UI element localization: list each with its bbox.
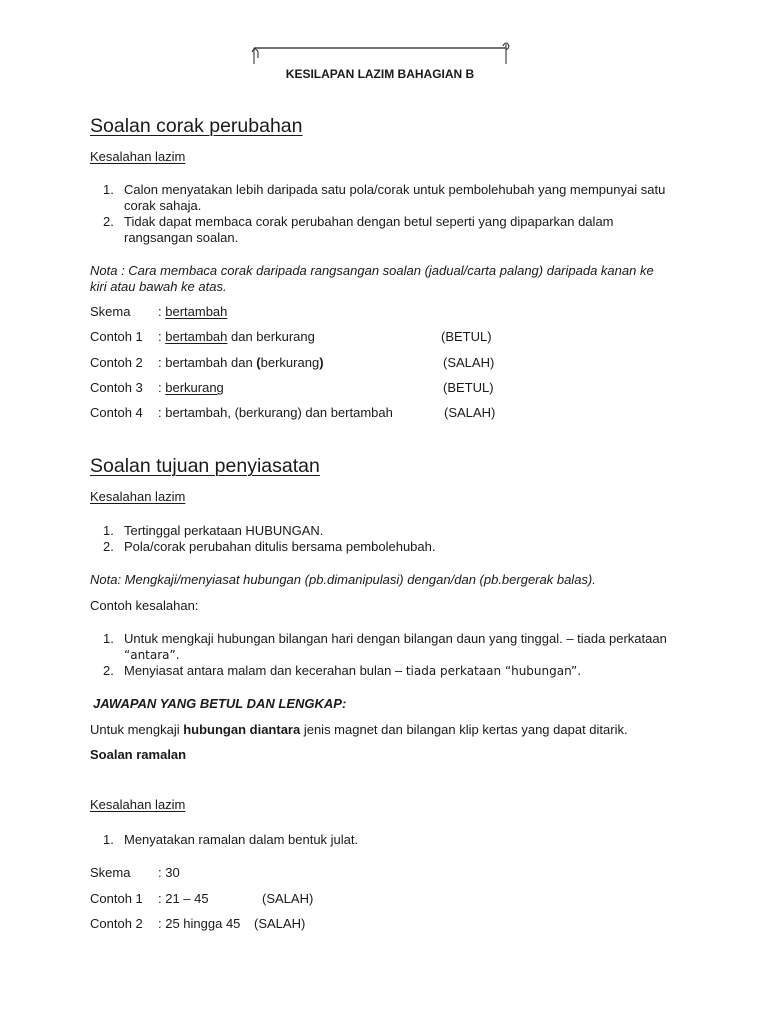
note-text: Nota: Mengkaji/menyiasat hubungan (pb.dimanipulasi) dengan/dan (pb.bergerak balas). <box>90 572 596 587</box>
contoh-value: : bertambah, (berkurang) dan bertambah <box>158 405 393 420</box>
contoh-result: (SALAH) <box>443 355 495 370</box>
contoh-label: Contoh 2 <box>90 355 143 370</box>
subheading-kesalahan-lazim: Kesalahan lazim <box>90 797 186 812</box>
contoh-value: : berkurang <box>158 380 224 395</box>
jawapan-text: Untuk mengkaji hubungan diantara jenis magnet dan bilangan klip kertas yang dapat ditarik. <box>90 722 628 737</box>
list-number: 1. <box>103 182 114 197</box>
skema-label: Skema <box>90 865 131 880</box>
section-heading-tujuan: Soalan tujuan penyiasatan <box>90 455 320 477</box>
contoh-label: Contoh 2 <box>90 916 143 931</box>
skema-value: : 30 <box>158 865 180 880</box>
contoh-value: : 21 – 45 <box>158 891 209 906</box>
list-item-text: corak sahaja. <box>124 198 202 213</box>
list-item-text: Calon menyatakan lebih daripada satu pola/corak untuk pembolehubah yang mempunyai satu <box>124 182 666 197</box>
note-text: Nota : Cara membaca corak daripada rangsangan soalan (jadual/carta palang) daripada kanan ke <box>90 263 654 278</box>
list-item-text: “antara”. <box>124 648 180 662</box>
contoh-result: (SALAH) <box>262 891 314 906</box>
subheading-kesalahan-lazim: Kesalahan lazim <box>90 149 186 164</box>
contoh-label: Contoh 4 <box>90 405 143 420</box>
list-number: 2. <box>103 214 114 229</box>
list-number: 2. <box>103 663 114 678</box>
scroll-banner-icon <box>248 40 512 66</box>
skema-value: : bertambah <box>158 304 228 319</box>
section-heading-ramalan: Soalan ramalan <box>90 747 187 762</box>
contoh-result: (BETUL) <box>441 329 492 344</box>
list-item-text: Tertinggal perkataan HUBUNGAN. <box>124 523 324 538</box>
contoh-value: : bertambah dan (berkurang) <box>158 355 324 370</box>
contoh-label: Contoh 3 <box>90 380 143 395</box>
list-number: 1. <box>103 832 114 847</box>
note-text: kiri atau bawah ke atas. <box>90 279 227 294</box>
contoh-value: : bertambah dan berkurang <box>158 329 315 344</box>
list-number: 2. <box>103 539 114 554</box>
contoh-kesalahan-label: Contoh kesalahan: <box>90 598 199 613</box>
contoh-value: : 25 hingga 45 <box>158 916 241 931</box>
list-item-text: Menyiasat antara malam dan kecerahan bulan – tiada perkataan “hubungan”. <box>124 663 582 678</box>
page-banner-title: KESILAPAN LAZIM BAHAGIAN B <box>285 67 475 81</box>
contoh-label: Contoh 1 <box>90 891 143 906</box>
contoh-result: (BETUL) <box>443 380 494 395</box>
list-number: 1. <box>103 523 114 538</box>
list-item-text: Menyatakan ramalan dalam bentuk julat. <box>124 832 359 847</box>
list-item-text: rangsangan soalan. <box>124 230 239 245</box>
contoh-result: (SALAH) <box>254 916 306 931</box>
list-item-text: Untuk mengkaji hubungan bilangan hari dengan bilangan daun yang tinggal. – tiada perkataan <box>124 631 667 646</box>
jawapan-heading: JAWAPAN YANG BETUL DAN LENGKAP: <box>93 696 347 711</box>
subheading-kesalahan-lazim: Kesalahan lazim <box>90 489 186 504</box>
list-item-text: Tidak dapat membaca corak perubahan dengan betul seperti yang dipaparkan dalam <box>124 214 614 229</box>
skema-label: Skema <box>90 304 131 319</box>
contoh-label: Contoh 1 <box>90 329 143 344</box>
section-heading-corak: Soalan corak perubahan <box>90 115 303 137</box>
list-item-text: Pola/corak perubahan ditulis bersama pembolehubah. <box>124 539 436 554</box>
contoh-result: (SALAH) <box>444 405 496 420</box>
list-number: 1. <box>103 631 114 646</box>
